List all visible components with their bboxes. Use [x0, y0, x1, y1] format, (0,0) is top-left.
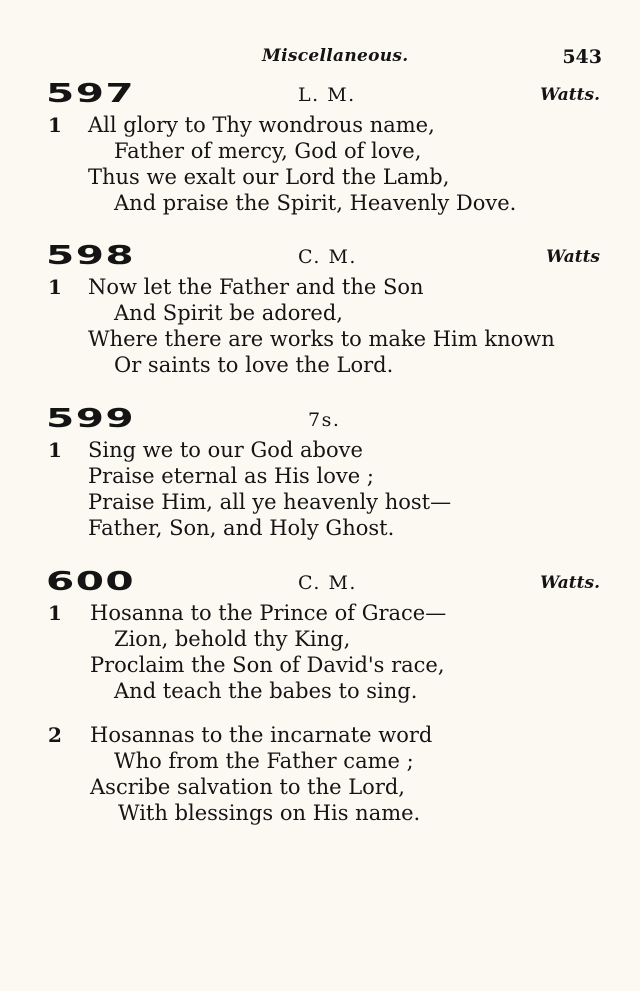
- verse-number: 2: [48, 723, 62, 747]
- hymn-heading: [0, 242, 640, 272]
- running-header-section: Miscellaneous.: [262, 46, 409, 66]
- hymn-599: [0, 405, 640, 541]
- hymn-number: 599: [46, 403, 136, 434]
- line-text: Hosannas to the incarnate word: [90, 723, 433, 747]
- verse-line: [0, 800, 640, 826]
- line-text: With blessings on His name.: [118, 801, 421, 825]
- verse-line: [0, 652, 640, 678]
- line-text: Or saints to love the Lord.: [114, 353, 394, 377]
- hymn-meter: 7s.: [308, 409, 341, 431]
- stanza: [0, 112, 640, 216]
- verse-line: [0, 274, 640, 300]
- line-text: Who from the Father came ;: [114, 749, 414, 773]
- verse-number: 1: [48, 438, 62, 462]
- verse-line: [0, 437, 640, 463]
- stanza: [0, 437, 640, 541]
- line-text: Hosanna to the Prince of Grace—: [90, 601, 447, 625]
- line-text: And teach the babes to sing.: [114, 679, 418, 703]
- line-text: All glory to Thy wondrous name,: [88, 113, 435, 137]
- stanza: [0, 600, 640, 704]
- verse-line: [0, 489, 640, 515]
- line-text: Ascribe salvation to the Lord,: [90, 775, 405, 799]
- line-text: Zion, behold thy King,: [114, 627, 351, 651]
- hymn-597: [0, 80, 640, 216]
- line-text: Praise eternal as His love ;: [88, 464, 374, 488]
- verse-line: [0, 463, 640, 489]
- verse-line: [0, 748, 640, 774]
- line-text: Father, Son, and Holy Ghost.: [88, 516, 395, 540]
- line-text: Where there are works to make Him known: [88, 327, 555, 351]
- hymn-author: Watts.: [540, 85, 600, 105]
- verse-line: [0, 600, 640, 626]
- verse-line: [0, 515, 640, 541]
- hymn-heading: [0, 80, 640, 110]
- verse-line: [0, 326, 640, 352]
- line-text: Sing we to our God above: [88, 438, 363, 462]
- page-number: 543: [562, 46, 602, 68]
- verse-number: 1: [48, 275, 62, 299]
- verse-line: [0, 164, 640, 190]
- hymn-number: 598: [46, 240, 136, 271]
- verse-line: [0, 626, 640, 652]
- line-text: And Spirit be adored,: [114, 301, 343, 325]
- verse-line: [0, 678, 640, 704]
- verse-line: [0, 190, 640, 216]
- verse-number: 1: [48, 113, 62, 137]
- verse-line: [0, 300, 640, 326]
- verse-line: [0, 138, 640, 164]
- hymn-number: 597: [46, 78, 136, 109]
- line-text: Now let the Father and the Son: [88, 275, 424, 299]
- hymn-number: 600: [46, 566, 136, 597]
- line-text: Proclaim the Son of David's race,: [90, 653, 445, 677]
- verse-line: [0, 352, 640, 378]
- line-text: Father of mercy, God of love,: [114, 139, 422, 163]
- hymn-heading: [0, 405, 640, 435]
- hymn-598: [0, 242, 640, 378]
- hymn-author: Watts: [546, 247, 600, 267]
- hymn-600: [0, 568, 640, 826]
- verse-line: [0, 112, 640, 138]
- hymn-heading: [0, 568, 640, 598]
- line-text: And praise the Spirit, Heavenly Dove.: [114, 191, 517, 215]
- hymn-meter: L. M.: [298, 84, 356, 106]
- verse-line: [0, 722, 640, 748]
- stanza: [0, 274, 640, 378]
- verse-number: 1: [48, 601, 62, 625]
- stanza: [0, 722, 640, 826]
- hymn-author: Watts.: [540, 573, 600, 593]
- hymn-meter: C. M.: [298, 572, 357, 594]
- line-text: Praise Him, all ye heavenly host—: [88, 490, 452, 514]
- verse-line: [0, 774, 640, 800]
- hymn-meter: C. M.: [298, 246, 357, 268]
- line-text: Thus we exalt our Lord the Lamb,: [88, 165, 450, 189]
